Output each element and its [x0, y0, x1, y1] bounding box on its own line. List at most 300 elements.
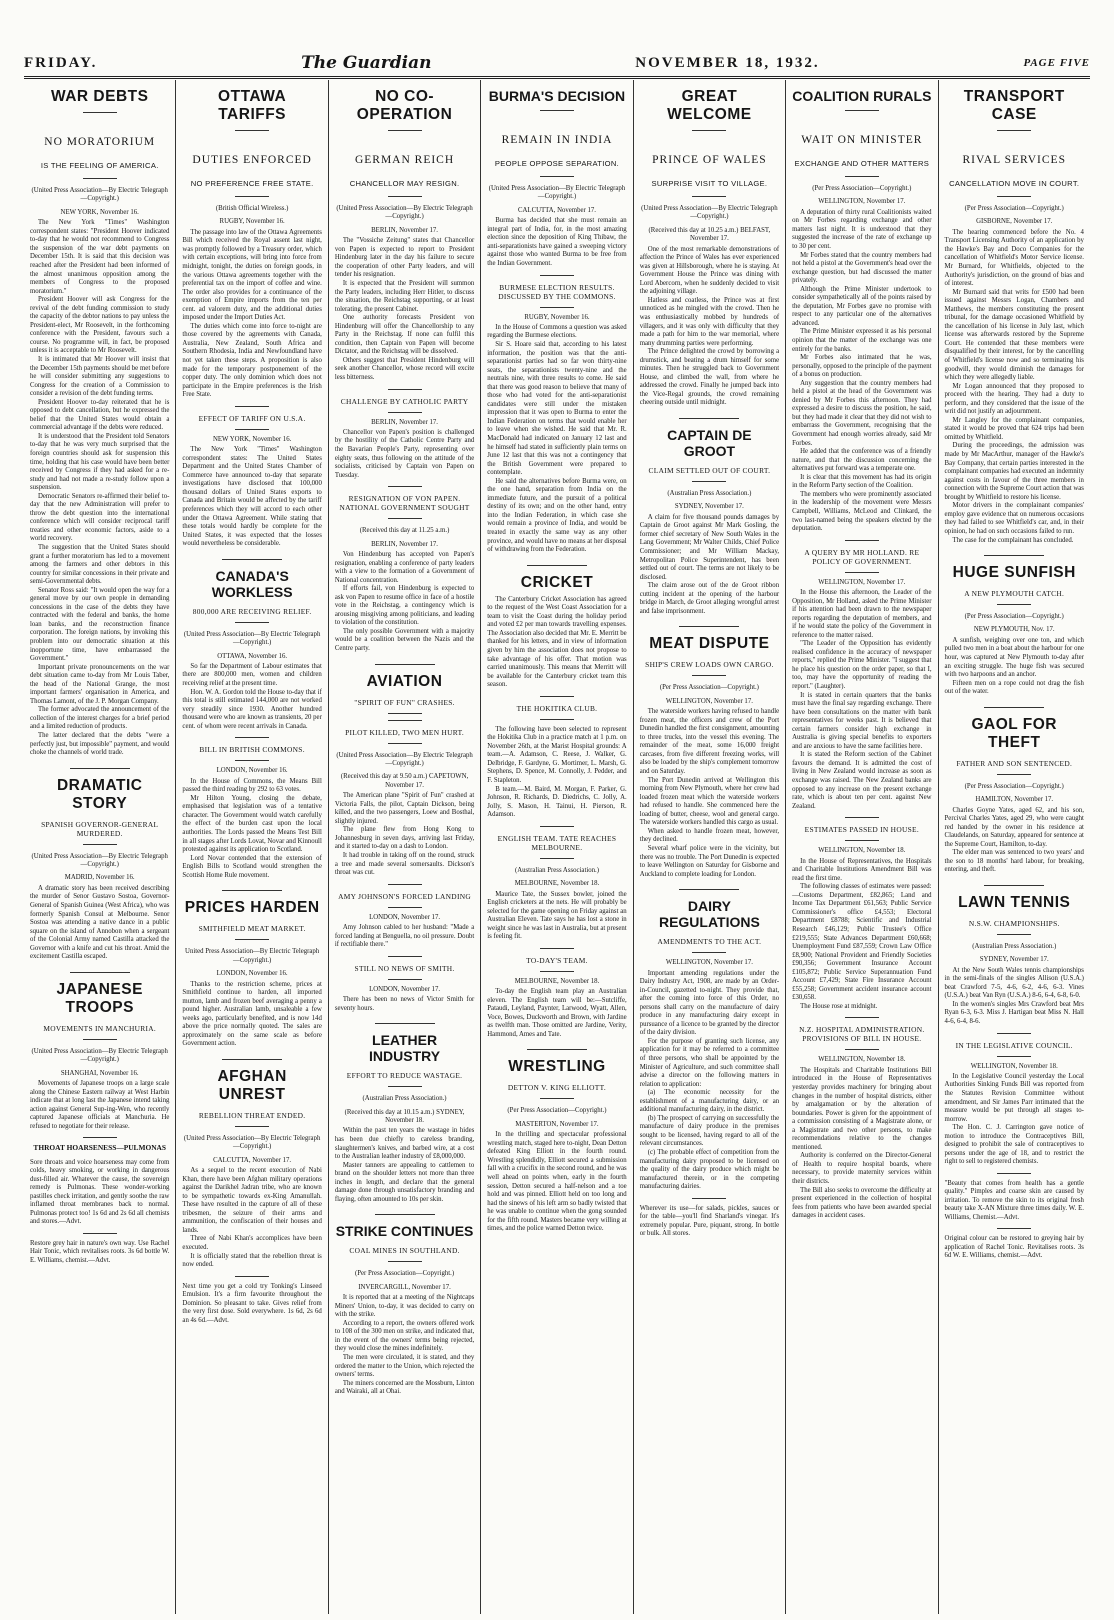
masthead-paper-name: The Guardian — [301, 53, 432, 73]
article-agency: (Per Press Association—Copyright.) — [964, 782, 1064, 790]
article-dateline: LONDON, November 16. — [216, 970, 288, 978]
divider — [388, 130, 422, 131]
section-divider — [984, 707, 1044, 708]
article-paragraph: A dramatic story has been received describing the murder of Senor Gustavo Sostoa, Governor-General of Spanish Guinea (West Africa), who was formerly Spanish Consul at Melbourne. Senor Sostoa was attending a native dance in a public square on the island of Annobon when a sergeant of the Colonial Army named Castilla attacked the Governor with a knife and cut his throat. Amid the excitement Castilla escaped. — [30, 884, 170, 961]
article-paragraph: "The Leader of the Opposition has evidently realised confidence in the accuracy of newspaper reports," replied the Prime Minister. "I suggest that he place his question on the order paper, so that I, too, may have the opportunity of reading the report." (Laughter). — [792, 640, 932, 691]
divider — [692, 196, 726, 197]
article-paragraph: President Hoover to-day reiterated that he is opposed to debt cancellation, but he expressed the belief that the United States would obtain a commercial advantage if the debts were reduced. — [30, 398, 170, 432]
article-paragraph: (a) The economic necessity for the establishment of a manufacturing dairy, or an additional manufacturing dairy, in the district. — [639, 1089, 780, 1114]
article-dateline: OTTAWA, November 16. — [217, 652, 288, 660]
article-paragraph: The Hospitals and Charitable Institutions Bill introduced in the House of Representatives yesterday provides machinery for bringing about changes in the number of hospital districts, either by amalgamation or by the alteration of boundaries. Power is given for the appointment of a commission consisting of a Magistrate alone, or a Magistrate and two other persons, to make recommendations relative to the changes mentioned. — [792, 1066, 932, 1151]
divider — [235, 429, 269, 430]
article-agency: (United Press Association—By Electric Telegraph—Copyright.) — [31, 1047, 168, 1064]
news-column — [329, 80, 481, 1614]
article — [335, 1214, 474, 1396]
section-divider — [527, 1049, 587, 1050]
article — [640, 418, 779, 616]
article-agency: (Australian Press Association.) — [667, 490, 752, 498]
article-paragraph: He added that the conference was of a friendly nature, and that the discussion concerning the alternatives put forward was a temperate one. — [792, 448, 932, 473]
article-subhead: RIVAL SERVICES — [962, 154, 1066, 166]
divider — [388, 907, 422, 908]
article-dateline: RUGBY, November 16. — [219, 218, 285, 226]
divider — [388, 743, 422, 744]
article-kicker: EFFECT OF TARIFF ON U.S.A. — [198, 413, 306, 423]
news-column — [24, 80, 176, 1614]
article-kicker: PEOPLE OPPOSE SEPARATION. — [494, 159, 620, 168]
article-paragraph: The waterside workers having refused to handle frozen meat, the officers and crew of the Port Dunedin handled the first consignment, amounting to three trucks, into the vessel this evening. The remainder of the meat, some 16,000 freight carcases, from five different freezing works, will also be loaded by the ship's complement tomorrow and on Saturday. — [639, 708, 780, 776]
article — [182, 737, 321, 880]
article — [945, 1033, 1084, 1167]
article-dateline: BERLIN, November 17. — [371, 540, 438, 548]
article-dateline: LONDON, November 17. — [369, 913, 441, 921]
divider — [845, 176, 879, 177]
article-dateline: SYDNEY, November 17. — [674, 503, 744, 511]
divider — [388, 389, 422, 390]
divider — [540, 176, 574, 177]
article-agency: (United Press Association—By Electric Telegraph—Copyright.) — [336, 751, 473, 767]
article — [335, 1023, 474, 1204]
article-paragraph: (c) The probable effect of competition from the manufacturing dairy proposed to be licensed on the quality of the dairy produce which might be manufactured therein, or in the competing manufacturing dairies. — [639, 1149, 780, 1191]
article-paragraph: The House rose at midnight. — [800, 1002, 878, 1010]
divider — [692, 130, 726, 131]
article-paragraph: At the New South Wales tennis championships in the semi-finals of the singles Allison (U.S.A.) beat Crawford 7-5, 4-6, 6-2, 4-6, 6-3. Vines (U.S.A.) beat Van Ryn (U.S.A.) 8-6, 6-4, 6-8, 6-0. — [944, 966, 1084, 1000]
article — [30, 972, 169, 1132]
article-subhead: GERMAN REICH — [354, 154, 455, 166]
article-dateline: HAMILTON, November 17. — [975, 796, 1054, 804]
article-headline: AVIATION — [366, 672, 443, 690]
article-paragraph: In the House of Commons, the Means Bill passed the third reading by 292 to 63 votes. — [182, 777, 322, 794]
article-paragraph: One authority forecasts President von Hindenburg will offer the Chancellorship to any Party in the Reichstag. If none can fulfil this condition, then Captain von Papen will become Dictator, and the Reichstag will be dissolved. — [334, 314, 475, 356]
article-agency: (United Press Association—By Electric Telegraph—Copyright.) — [31, 187, 168, 203]
divider — [388, 1261, 422, 1262]
article — [182, 559, 321, 732]
article-paragraph: According to a report, the owners offered work to 108 of the 300 men on strike, and indicated that, in the event of the owners' terms being rejected, they would close the mines indefinitely. — [334, 1319, 475, 1353]
article-agency: (Australian Press Association.) — [972, 942, 1057, 950]
article-paragraph: During the proceedings, the admission was made by Mr MacArthur, manager of the Hawke's Bay Company, that certain parties interested in the complainant companies had executed an indemnity against costs in favour of the three members in connection with the Supreme Court action that was brought by Whitfield to restore his license. — [944, 442, 1084, 501]
advert-text: Next time you get a cold try Tonking's Linseed Emulsion. It's a firm favourite throughout the Dominion. So pleasant to take. Gives relief from the very first dose. Sold everywhere. 1s 6d, 2s 6d an 4s 6d.—Advt. — [182, 1282, 322, 1324]
article-agency: United Press Association—By Electric Telegraph—Copyright.) — [185, 948, 320, 964]
divider — [388, 412, 422, 413]
article-paragraph: Movements of Japanese troops on a large scale along the Chinese Eastern railway at West Harbin indicate that at long last the Japanese intend taking action against General Sup-ing-Wen, who recently captured Japanese officials at Manchuria. He refused to negotiate for their release. — [30, 1080, 170, 1130]
article-kicker: STILL NO NEWS OF SMITH. — [354, 963, 455, 973]
article-kicker: EXCHANGE AND OTHER MATTERS — [794, 159, 930, 168]
article-paragraph: It had trouble in taking off on the round, struck a tree and made several somersaults. Dickson's throat was cut. — [334, 852, 475, 877]
article-kicker: SPANISH GOVERNOR-GENERAL MURDERED. — [41, 819, 159, 838]
article-kicker: RESIGNATION OF VON PAPEN. NATIONAL GOVERNMENT SOUGHT — [339, 494, 470, 513]
article-paragraph: Senator Ross said: "It would open the way for a general move by our own people in demanding concessions in the case of the debts they have contracted with the federal and banks, the home loan banks, and the reconstruction finance corporation. The foreign nations, by invoking this problem into our democratic situation at this inopportune time, have embarrassed the Government." — [30, 586, 170, 663]
masthead-rule — [24, 78, 1090, 79]
article-paragraph: Fifteen men on a rope could not drag the fish out of the water. — [944, 679, 1084, 696]
article — [792, 1017, 931, 1220]
article-kicker: PILOT KILLED, TWO MEN HURT. — [345, 727, 465, 737]
divider — [388, 979, 422, 980]
divider — [540, 275, 574, 276]
article-paragraph: Important private pronouncements on the war debt situation came to-day from Mr Louis Taber, the head of the National Grange, the most important farmers' organisation in America, and Thomas Lamont, of the J. P. Morgan Company. — [30, 663, 170, 705]
divider — [997, 1033, 1031, 1034]
article-paragraph: It is stated the Reform section of the Cabinet favours the demand. It is admitted the cost of living in New Zealand would increase as soon as exchange was raised. The New Zealand banks are opposed to any increase on the present exchange rate, which is about ten per cent. against New Zealand. — [792, 751, 932, 810]
divider — [540, 110, 574, 111]
article-dateline: MASTERTON, November 17. — [515, 1120, 599, 1128]
advert-text: "Beauty that comes from health has a gentle quality." Pimples and coarse skin are caused by irritation. To remove the skin to its original fresh beauty take X-AN Mixture three times daily. W. E. Williams, Chemist.—Advt. — [944, 1179, 1084, 1221]
article — [640, 889, 779, 1192]
article-kicker: IN THE LEGISLATIVE COUNCIL. — [955, 1040, 1073, 1050]
article — [487, 948, 626, 1040]
article-paragraph: The duties which come into force to-night are those covered by the agreements with Canada, Australia, New Zealand, South Africa and Southern Rhodesia, India and Newfoundland have not yet taken these steps. A proposition is also made for the temporary postponement of the copper duty. The only dominion which does not participate in the Empire preferences is the Irish Free State. — [182, 322, 322, 399]
divider — [83, 1137, 117, 1138]
article-kicker: SMITHFIELD MEAT MARKET. — [198, 924, 306, 934]
article-kicker: CHALLENGE BY CATHOLIC PARTY — [340, 396, 469, 406]
article-paragraph: The claim arose out of the de Groot ribbon cutting incident at the opening of the harbour bridge in March, de Groot alleging wrongful arrest and false imprisonment. — [639, 582, 780, 615]
article-paragraph: Mr Forbes also intimated that he was, personally, opposed to the principle of the payment of a bonus on production. — [792, 354, 932, 379]
article-kicker: FATHER AND SON SENTENCED. — [956, 758, 1073, 768]
article-dateline: NEW YORK, November 16. — [60, 208, 139, 216]
article-paragraph: The Port Dunedin arrived at Wellington this morning from New Plymouth, where her crew had loaded frozen meat which the waterside workers had refused to handle. She commenced here the loading of butter, cheese, wool and general cargo. The waterside workers handled this cargo as usual. — [639, 776, 780, 827]
article — [945, 707, 1084, 875]
article-paragraph: As a sequel to the recent execution of Nabi Khan, there have been Afghan military operations against the Darikhel Jadran tribe, who are known to be sympathetic towards ex-King Amanullah. These have resulted in the capture of all of these tribesmen, the seizure of their arms and ammunition, the confiscation of their houses and lands. — [182, 1167, 322, 1234]
divider — [997, 774, 1031, 775]
divider — [997, 1228, 1031, 1229]
article-headline: STRIKE CONTINUES — [335, 1223, 474, 1240]
article-paragraph: A deputation of thirty rural Coalitionists waited on Mr Forbes regarding exchange and other matters last night. It is understood that they suggested the increase of the rate of exchange up to 30 per cent. — [792, 208, 932, 250]
divider — [388, 713, 422, 714]
article-dateline: WELLINGTON, November 17. — [818, 198, 906, 206]
divider — [235, 939, 269, 940]
article-paragraph: It is stated in certain quarters that the banks must have the final say regarding exchange. There have been consultations on the matter with bank representatives for weeks past. It is believed that certain farmers consider high exchange in Australia is giving special benefits to exporters and are anxious to have the same facilities here. — [792, 691, 932, 750]
article-headline: LEATHER INDUSTRY — [369, 1032, 441, 1065]
masthead-day: FRIDAY. — [24, 54, 98, 71]
article-agency: (United Press Association—By Electric Telegraph—Copyright.) — [336, 205, 473, 221]
article-agency: (United Press Association—By Electric Telegraph—Copyright.) — [488, 185, 626, 201]
article-kicker: N.Z. HOSPITAL ADMINISTRATION. PROVISIONS OF BILL IN HOUSE. — [799, 1025, 925, 1044]
section-divider — [222, 559, 282, 560]
divider — [235, 760, 269, 761]
article-dateline: WELLINGTON, November 18. — [818, 1056, 906, 1064]
article-dateline: MELBOURNE, November 18. — [514, 880, 600, 888]
news-column — [786, 80, 938, 1614]
article-kicker: REBELLION THREAT ENDED. — [198, 1110, 306, 1120]
article-paragraph: The New York "Times" Washington correspondent states: The United States Department and the United States Chamber of Commerce have announced to-day that separate investigations have disclosed that 100,000 thousand dollars of United States exports to Canada and Britain would be affected by the tariff preferences which they will accord to each other under the Ottawa Agreement. While stating that these totals would hardly be complete for the United States, it was expected that the losses would nevertheless be considerable. — [182, 446, 322, 548]
article-dateline: LONDON, November 16. — [216, 767, 288, 775]
article-paragraph: A sunfish, weighing over one ton, and which pulled two men in a boat about the harbour for one hour, was captured at New Plymouth to-day after an exciting struggle. The huge fish was secured with two harpoons and an anchor. — [944, 636, 1084, 679]
article-paragraph: Within the past ten years the wastage in hides has been due chiefly to careless branding, slaughtermen's knives, and barbed wire, at a cost to the Australian leather industry of £8,000,000. — [334, 1127, 475, 1161]
article-paragraph: The latter declared that the debts "were a perfectly just, but impossible" payment, and would choke the channels of world trade. — [30, 732, 170, 757]
article — [335, 486, 474, 653]
article-paragraph: Master tanners are appealing to cattlemen to brand on the shoulder letters not more than three inches in length, and declare that the general damage done through unsatisfactory branding and flaying, often amounted to 10s per skin. — [334, 1161, 475, 1203]
article-agency: (Per Press Association—Copyright.) — [354, 1270, 455, 1278]
article-agency: (Per Press Association—Copyright.) — [964, 613, 1064, 621]
article-paragraph: The Canterbury Cricket Association has agreed to the request of the West Coast Association for a team to visit the Coast during the holiday period and voted £2 per man towards travelling expenses. The Association also decided that Mr. E. Merritt be thanked for his letters, and in view of information given by him the association does not propose to take advantage of his offer. That motion was carried unanimously. This means that Merritt will be available for the Canterbury cricket team this season. — [487, 595, 627, 689]
article-paragraph: The elder man was sentenced to two years' and the son to 18 months' hard labour, for breaking, entering, and theft. — [944, 849, 1084, 874]
divider — [540, 826, 574, 827]
article-paragraph: The following have been selected to represent the Hokitika Club in a practice match at 1 p.m. on November 26th, at the Marist Hospital grounds: A team.—A. Adamson, C. Reese, J. Walker, G. Delbridge, F. Gardyne, G. Mortimer, L. Marsh, G. Stephens, D. Spence, M. Connolly, J. Pedder, and F. Stapleton. — [487, 725, 627, 784]
article-paragraph: It is intimated that Mr Hoover will insist that the December 15th payments should be met before he will consider submitting any suggestions to Congress for the creation of a Commission to consider a revision of the debt funding terms. — [30, 355, 170, 398]
article-paragraph: The only possible Government with a majority would be a coalition between the Nazis and the Centre party. — [334, 627, 475, 653]
article-kicker: SHIP'S CREW LOADS OWN CARGO. — [645, 660, 774, 670]
article-kicker: COAL MINES IN SOUTHLAND. — [349, 1246, 460, 1256]
article — [182, 890, 321, 1049]
article-headline: OTTAWA TARIFFS — [218, 88, 287, 123]
article-agency: (Per Press Association—Copyright.) — [659, 684, 759, 692]
article-agency: (Per Press Association—Copyright.) — [812, 185, 912, 192]
article-dateline: (Received this day at 9.50 a.m.) CAPETOWN, November 17. — [340, 773, 469, 789]
article — [335, 389, 474, 481]
article-paragraph: The former advocated the announcement of the collection of the interest charges for a brief period and a limited reduction of products. — [30, 706, 170, 731]
article-kicker: CLAIM SETTLED OUT OF COURT. — [648, 466, 771, 476]
news-column — [481, 80, 633, 1614]
article-headline: JAPANESE TROOPS — [56, 980, 143, 1016]
article — [182, 406, 321, 549]
article-paragraph: The New York "Times" Washington correspondent states: "President Hoover indicated to-day that he would not recommend to Congress the suspension of the war debt payments on December 15th. It is said that this decision was reached after the President had been informed of the almost unanimous opposition among the members of Congress to the proposed moratorium." — [30, 219, 170, 295]
article-paragraph: For the purpose of granting such license, any application for it may be referred to a committee of three persons, who shall be appointed by the Minister of Agriculture, and such committee shall advise a director on the following matters in relation to application: — [639, 1037, 780, 1088]
divider — [235, 196, 269, 197]
article-dateline: WELLINGTON, November 17. — [818, 578, 906, 586]
article-paragraph: In the House this afternoon, the Leader of the Opposition, Mr Holland, asked the Prime Minister if his attention had been drawn to the newspaper reports regarding the deputation of members, and if he would state the policy of the Government in reference to the matter raised. — [792, 589, 932, 639]
article-headline: HUGE SUNFISH — [952, 564, 1076, 582]
article-paragraph: In the Legislative Council yesterday the Local Authorities Sinking Funds Bill was reported from the Statutes Revision Committee without amendment, and Sir James Parr intimated that the measure would be put through all stages to-morrow. — [944, 1072, 1084, 1123]
article-paragraph: B team.—M. Baird, M. Morgan, F. Parker, G. Johnson, R. Richards, D. Diedrichs, C. Jolly, A. Jolly, S. Mason, H. Tainui, H. Pierson, R. Adamson. — [487, 785, 627, 819]
article-dateline: CALCUTTA, November 17. — [213, 1156, 292, 1164]
section-divider — [70, 768, 130, 769]
divider — [997, 1173, 1031, 1174]
divider — [692, 952, 726, 953]
article-paragraph: In the House of Commons a question was asked regarding the Burmese elections. — [487, 323, 627, 340]
article-kicker: TO-DAY'S TEAM. — [526, 955, 588, 965]
article-headline: LAWN TENNIS — [958, 893, 1071, 911]
article-paragraph: When asked to handle frozen meat, however, they declined. — [639, 827, 780, 844]
section-divider — [984, 555, 1044, 556]
article-kicker: DETTON V. KING ELLIOTT. — [507, 1083, 607, 1093]
section-divider — [984, 885, 1044, 886]
article-paragraph: The men were circulated, it is stated, and they ordered the matter to the Union, which rejected the owners' terms. — [334, 1354, 475, 1379]
article — [487, 1049, 626, 1233]
article-dateline: WELLINGTON, November 17. — [665, 697, 753, 705]
article-paragraph: The case for the complainant has concluded. — [952, 536, 1074, 544]
article — [640, 88, 779, 408]
article-agency: (Australian Press Association.) — [514, 866, 599, 874]
divider — [997, 130, 1031, 131]
article-paragraph: It is understood that the President told Senators to-day that he was very much surprised that the foreign countries should ask for suspension this time, holding that his case would have been better received by Congress if they had asked for a re-study and had not made a re-study follow upon a suspension. — [30, 432, 170, 492]
divider — [235, 406, 269, 407]
article-paragraph: The suggestion that the United States should grant a further moratorium has led to a movement among the farmers and other debtors in this country for similar concessions in their private and semi-Governmental debts. — [30, 544, 170, 586]
article — [487, 275, 626, 555]
article-dateline: NEW YORK, November 16. — [212, 435, 292, 443]
article — [335, 664, 474, 714]
article-headline: CAPTAIN DE GROOT — [667, 427, 752, 460]
article-kicker: A NEW PLYMOUTH CATCH. — [964, 589, 1065, 599]
article-headline: WRESTLING — [508, 1058, 606, 1076]
article-paragraph: Mr Hilton Young, closing the debate, emphasised that legislation was of a tentative character. The Government would watch carefully the effect of the burden cast upon the local authorities. The Lords passed the Means Test Bill in all stages after Lords Lovat, Novar and Kinnoull protested against its application to Scotland. — [182, 794, 322, 854]
article-paragraph: The passage into law of the Ottawa Agreements Bill which received the Royal assent last night, was promptly followed by a Treasury order, which with certain exceptions, will bring into force from midnight, tonight, the duties on foreign goods, in the various Ottawa agreements together with the preferential tax on the import of coffee and wine. The order also provides for a continuance of the exemption of Empire imports from the ten per cent. ad valorem duty, and the additional duties imposed under the Import Duties Act. — [182, 228, 322, 322]
article-paragraph: Burma has decided that she must remain an integral part of India, for, in the most amazing election since the deposition of King Thibaw, the anti-separationists have gained a sweeping victory against those who wanted Burma to be free from the Indian Government. — [487, 217, 627, 267]
article — [335, 88, 474, 383]
article-dateline: LONDON, November 17. — [369, 985, 441, 993]
divider — [388, 486, 422, 487]
divider — [388, 720, 422, 721]
divider — [540, 971, 574, 972]
article-paragraph: It is expected that the President will summon the Party leaders, including Herr Hitler, to discuss the situation, the Reichstag supporting, or at least tolerating, the present Cabinet. — [334, 279, 475, 313]
article-paragraph: Authority is conferred on the Director-General of Health to require hospital boards, where necessary, to provide maternity services within their districts. — [792, 1152, 932, 1185]
article-agency: (British Official Wireless.) — [215, 205, 289, 212]
divider — [235, 737, 269, 738]
article-kicker: ENGLISH TEAM. TATE REACHES MELBOURNE. — [497, 833, 617, 852]
article-paragraph: Several wharf police were in the vicinity, but there was no trouble. The Port Dunedin is expected to leave Wellington on Saturday for Gisborne and Auckland to complete loading for London. — [639, 844, 780, 878]
article-dateline: WELLINGTON, November 18. — [970, 1062, 1058, 1070]
article — [945, 885, 1084, 1027]
article — [792, 817, 931, 1011]
article-paragraph: The plane flew from Hong Kong to Johannesburg in seven days, arriving last Friday, and it started to-day on a dash to London. — [334, 826, 475, 851]
divider — [540, 1098, 574, 1099]
article-paragraph: The Prince delighted the crowd by borrowing a drumstick, and beating a drum himself for some minutes. Then he struggled back to Government House, and climbed the wall, from where he addressed the crowd. Finally he jumped back into the Vice-Regal grounds, the crowd remaining cheering outside until midnight. — [639, 348, 780, 407]
article-headline: COALITION RURALS — [792, 88, 932, 104]
section-divider — [70, 972, 130, 973]
divider — [845, 110, 879, 111]
article-dateline: SYDNEY, November 17. — [979, 956, 1049, 964]
section-divider — [679, 889, 739, 890]
article-paragraph: Mr Logan announced that they proposed to proceed with the hearing. They had a duty to perform, and they considered that the issue of the writ did not justify an adjournment. — [944, 382, 1084, 416]
article-dateline: NEW PLYMOUTH, Nov. 17. — [973, 626, 1055, 634]
divider — [845, 840, 879, 841]
article-kicker: IS THE FEELING OF AMERICA. — [40, 161, 159, 170]
divider — [388, 196, 422, 197]
divider — [235, 1276, 269, 1277]
article-agency: (Received this day at 11.25 a.m.) — [359, 527, 450, 535]
article-paragraph: Mr Forbes stated that the country members had not held a pistol at the Government's head over the exchange question, but had discussed the matter privately. — [792, 251, 932, 285]
masthead-page-number: PAGE FIVE — [1023, 57, 1090, 69]
article-kicker: SURPRISE VISIT TO VILLAGE. — [651, 179, 768, 188]
article-dateline: BERLIN, November 17. — [371, 418, 438, 426]
article-paragraph: Hatless and coatless, the Prince was at first unnoticed as he mingled with the crowd. Then he was enthusiastically mobbed by hundreds of villagers, and it was only with difficulty that they made a path for him to the war memorial, where many drumming parties were performing. — [639, 296, 780, 347]
divider — [845, 540, 879, 541]
divider — [83, 1233, 117, 1234]
section-divider — [375, 664, 435, 665]
article-kicker: NO PREFERENCE FREE STATE. — [190, 179, 314, 188]
article-paragraph: Thanks to the restriction scheme, prices at Smithfield continue to harden, all imported mutton, lamb and frozen beef averaging a penny a pound higher. Australian lamb, unsaleable a few weeks ago, particularly benefited, and is now 14d above the price normally quoted. The sales are approximately on the same scale as before Government action. — [182, 980, 322, 1048]
article-kicker: BURMESE ELECTION RESULTS. DISCUSSED BY THE COMMONS. — [498, 282, 616, 301]
article — [792, 88, 931, 534]
article-paragraph: Motor drivers in the complainant companies' employ gave evidence that on numerous occasions they had failed to see Whitfield's car, and, in their opinion, he had on such occasions failed to run. — [944, 502, 1084, 535]
advert-title: THROAT HOARSENESS—PULMONAS — [33, 1143, 166, 1153]
article — [335, 956, 474, 1014]
article-kicker: EFFORT TO REDUCE WASTAGE. — [346, 1071, 463, 1081]
article — [335, 720, 474, 878]
article-headline: PRICES HARDEN — [184, 899, 320, 917]
article-paragraph: It is officially stated that the rebellion threat is now ended. — [182, 1252, 322, 1269]
article-kicker: 800,000 ARE RECEIVING RELIEF. — [192, 606, 312, 616]
article-paragraph: In the thrilling and spectacular professional wrestling match, staged here to-night, Dean Detton defeated King Elliott in the fourth round. Wrestling splendidly, Elliott secured a submission fall with a crucifix in the second round, and he was well ahead on points when, early in the fourth session, Detton secured a half-nelson and a toe hold and was pinned. Elliott held on too long and had the sinews of his left arm so badly twisted that he was unable to continue when the gong sounded for the fifth round. Masters became very willing at times, and the police warned Detton twice. — [487, 1131, 627, 1233]
article-paragraph: Mr Langley for the complainant companies, stated it would be proved that 624 trips had been omitted by Whitfield. — [944, 416, 1084, 441]
article-dateline: WELLINGTON, November 18. — [818, 847, 906, 855]
article — [792, 540, 931, 812]
article-paragraph: He said the alternatives before Burma were, on the one hand, separation from India on the immediate future, and the pursuit of a political destiny of its own; and on the other hand, entry into the Indian Federation, in which case she would remain a province of India, and would be treated in exactly the same way as any other province, and would have no means at her disposal of withdrawing from the Federation. — [487, 477, 627, 554]
article-paragraph: It is clear that this movement has had its origin in the Reform Party section of the Coalition. — [792, 473, 932, 490]
article — [30, 768, 169, 962]
article-dateline: GISBORNE, November 17. — [976, 218, 1053, 226]
article-subhead: WAIT ON MINISTER — [801, 134, 923, 146]
divider — [997, 604, 1031, 605]
article-kicker: CANCELLATION MOVE IN COURT. — [949, 179, 1080, 188]
article-paragraph: Important amending regulations under the Dairy Industry Act, 1908, are made by an Order-in-Council, gazetted to-night. They provide that, after the coming into force of this Order, no persons shall carry on the manufacture of dairy produce in any manufacturing dairy except in pursuance of a licence to be granted by the director of the dairy division. — [639, 969, 780, 1037]
divider — [540, 719, 574, 720]
article-paragraph: Lord Novar contended that the extension of English Bills to Scotland would strengthen the Scottish Home Rule movement. — [182, 854, 322, 879]
article-kicker: THE HOKITIKA CLUB. — [516, 703, 598, 713]
article — [335, 884, 474, 950]
divider — [692, 1198, 726, 1199]
article-paragraph: One of the most remarkable demonstrations of affection the Prince of Wales has ever experienced was given at Hillsborough, where he is staying. At Government House the Prince was dining with Lord Abercorn, when he suddenly decided to visit the adjoining village. — [639, 245, 780, 296]
article-subhead: PRINCE OF WALES — [652, 154, 767, 166]
divider — [388, 518, 422, 519]
divider — [388, 1086, 422, 1087]
article-paragraph: Although the Prime Minister undertook to consider sympathetically all of the points raised by the deputation, Mr Forbes gave no promise with respect to any particular one of the alternatives advanced. — [792, 285, 932, 327]
article-paragraph: Maurice Tate, the Sussex bowler, joined the English cricketers at the nets. He will probably be selected for the game opening on Friday against an Australian Eleven. Tate says he has lost a stone in weight since he was last in Australia, but at present is feeling fit. — [487, 890, 627, 941]
article-paragraph: Democratic Senators re-affirmed their belief to-day that the new Administration will prefer to throw the debt question into the international conference which will consider reciprocal tariff treaties and other economic factors, aside to a world recovery. — [30, 492, 170, 543]
article-paragraph: (b) The prospect of carrying on successfully the manufacture of dairy produce in the premises sought to be licensed, having regard to all of the relevant circumstances. — [639, 1114, 780, 1148]
divider — [235, 622, 269, 623]
article — [487, 826, 626, 942]
divider — [692, 675, 726, 676]
article-headline: AFGHAN UNREST — [217, 1067, 287, 1103]
masthead-date: NOVEMBER 18, 1932. — [635, 54, 820, 71]
article-kicker: MOVEMENTS IN MANCHURIA. — [43, 1023, 157, 1033]
article-paragraph: The Hon. C. J. Carrington gave notice of motion to introduce the Contraceptives Bill, designed to prohibit the sale of contraceptives to persons under the age of 18, and to restrict the right to sell to registered chemists. — [944, 1124, 1084, 1166]
divider — [997, 1056, 1031, 1057]
divider — [540, 307, 574, 308]
divider — [83, 112, 117, 113]
article — [182, 88, 321, 400]
advert-text: Restore grey hair in nature's own way. Use Rachel Hair Tonic, which revitalises roots. 3s 6d bottle W. E. Williams, chemist.—Advt. — [30, 1239, 170, 1264]
section-divider — [222, 1059, 282, 1060]
article-paragraph: Others suggest that President Hindenburg will seek another Chancellor, whose record will excite less bitterness. — [334, 356, 475, 381]
divider — [388, 956, 422, 957]
article-paragraph: Mr Burnard said that writs for £500 had been issued against Messrs Logan, Chambers and Matthews, the members constituting the present tribunal, for the damage occasioned Whitfield by the cancellation of his license in July last, which license was afterwards restored by the Supreme Court. He contended that these members were disqualified by their interest, for by the cancelling of Whitfield's license now and so terminating his goodwill, they would diminish the damages for which they were allegedly liable. — [944, 288, 1084, 382]
divider — [845, 572, 879, 573]
section-divider — [527, 565, 587, 566]
article-headline: DAIRY REGULATIONS — [658, 898, 760, 931]
article-kicker: "SPIRIT OF FUN" CRASHES. — [354, 697, 455, 707]
section-divider — [679, 418, 739, 419]
article-paragraph: In the House of Representatives, the Hospitals and Charitable Institutions Amendment Bill was read the first time. — [792, 857, 932, 882]
advert-text: Original colour can be restored to greying hair by application of Rachel Tonic. Revitalises roots. 3s 6d W. E. Williams, chemist.—Advt. — [944, 1235, 1084, 1260]
article-paragraph: If efforts fail, von Hindenburg is expected to ask von Papen to resume office in face of a hostile vote in the Reichstag, a contingency which is arousing misgiving among politicians, and leading to violation of the constitution. — [334, 585, 475, 627]
divider — [692, 481, 726, 482]
article — [487, 88, 626, 269]
article-dateline: SHANGHAI, November 16. — [60, 1069, 139, 1077]
divider — [845, 1049, 879, 1050]
divider — [83, 1039, 117, 1040]
article-subhead: REMAIN IN INDIA — [501, 134, 613, 146]
article-headline: MEAT DISPUTE — [649, 635, 770, 653]
divider — [388, 884, 422, 885]
article-paragraph: Chancellor von Papen's position is challenged by the hostility of the Catholic Centre Party and the Bavarian People's Party, representing over eighty seats, thus following on the attitude of the socialists, criticised by Captain von Papen on Tuesday. — [334, 428, 475, 479]
article-paragraph: The Bill also seeks to overcome the difficulty at present experienced in the collection of hospital fees from patients who have been awarded special damages in accident cases. — [792, 1186, 932, 1220]
article-dateline: INVERCARGILL, November 17. — [358, 1283, 451, 1291]
article-kicker: CHANCELLOR MAY RESIGN. — [349, 179, 460, 188]
divider — [997, 196, 1031, 197]
news-column — [634, 80, 786, 1614]
article-kicker: ESTIMATES PASSED IN HOUSE. — [804, 825, 919, 835]
article-headline: GAOL FOR THEFT — [971, 715, 1057, 751]
article-agency: (United Press Association—By Electric Telegraph—Copyright.) — [641, 205, 778, 221]
article-paragraph: President Hoover will ask Congress for the revival of the debt funding commission to study the capacity of the debtor nations to pay unless the President-elect, Mr Roosevelt, in the forthcoming conference with the President, favours such a course. No programme will, in fact, be proposed unless it is acceptable to Mr Roosevelt. — [30, 296, 170, 355]
article-dateline: (Received this day at 10.25 a.m.) BELFAST, November 17. — [648, 226, 771, 243]
article-paragraph: In the women's singles Mrs Crawford beat Mrs Ryan 6-3, 6-3. Miss J. Hartigan beat Miss N. Hall 4-6, 6-4, 8-6. — [944, 1000, 1084, 1025]
article-dateline: CALCUTTA, November 17. — [517, 206, 596, 214]
article-paragraph: Hon. W. A. Gordon told the House to-day that if this total is still estimated 144,000 are not worked very steadily since 1930. Another hundred thousand were who are known as transients, 20 per cent. of whom were recent arrivals in Canada. — [182, 688, 322, 730]
article — [30, 88, 169, 758]
article-dateline: MADRID, November 16. — [64, 874, 135, 882]
columns — [24, 80, 1090, 1614]
article-headline: NO CO-OPERATION — [356, 88, 453, 123]
article-paragraph: The hearing commenced before the No. 4 Transport Licensing Authority of an application by the Hawke's Bay and Doco Companies for the cancellation of Whitfield's Motor Service license. Mr Burnard, for Whitfields, objected to the Authority's jurisdiction, on the ground of bias and of interest. — [944, 228, 1084, 288]
